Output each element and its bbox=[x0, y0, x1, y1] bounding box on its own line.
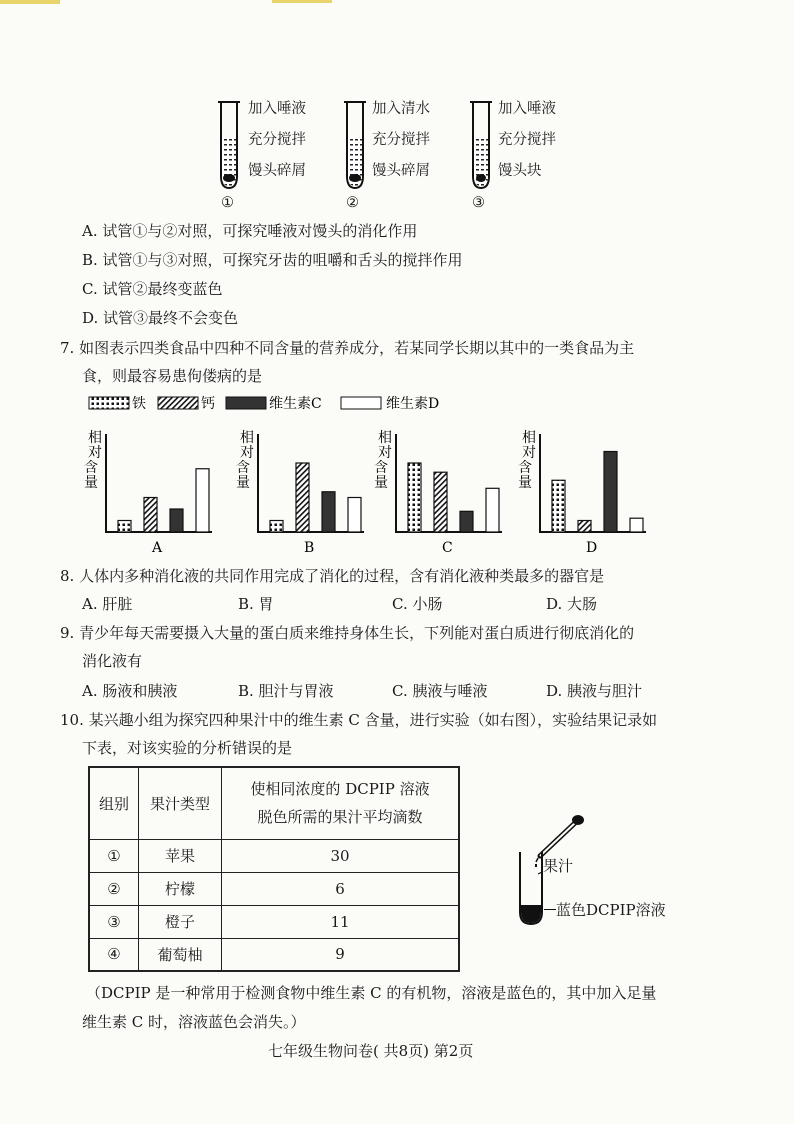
y-axis-label: 含 bbox=[518, 460, 532, 476]
header-drops-line1: 使相同浓度的 DCPIP 溶液 bbox=[250, 780, 430, 799]
tube-1-number: ① bbox=[221, 195, 234, 211]
bar-a-钙 bbox=[144, 498, 157, 533]
y-axis-label: 量 bbox=[236, 475, 250, 491]
cell-group: ① bbox=[89, 839, 139, 872]
y-axis-label: 含 bbox=[236, 460, 250, 476]
header-juice-type: 果汁类型 bbox=[139, 767, 222, 839]
bar-chart-c bbox=[372, 428, 518, 558]
y-axis-label: 相 bbox=[378, 430, 392, 446]
bar-c-维生素C bbox=[460, 511, 473, 532]
bar-chart-d bbox=[516, 428, 662, 558]
bar-a-维生素D bbox=[196, 469, 209, 532]
bar-d-铁 bbox=[552, 480, 565, 532]
legend-swatch-vitamin-d bbox=[341, 397, 381, 409]
tube-3-step-3: 馒头块 bbox=[498, 163, 542, 179]
table-row bbox=[89, 872, 459, 905]
tube-3-number: ③ bbox=[472, 195, 485, 211]
y-axis-label: 含 bbox=[374, 460, 388, 476]
bar-b-钙 bbox=[296, 463, 309, 532]
scan-mark bbox=[0, 0, 60, 4]
panel-label: A bbox=[152, 540, 163, 556]
bar-b-铁 bbox=[270, 521, 283, 533]
tube-1-step-3: 馒头碎屑 bbox=[248, 163, 306, 179]
legend-label-calcium: 钙 bbox=[201, 396, 215, 412]
page-footer: 七年级生物问卷( 共8页) 第2页 bbox=[268, 1042, 474, 1060]
legend-swatch-iron bbox=[89, 397, 129, 409]
bar-c-维生素D bbox=[486, 488, 499, 532]
note-line2: 维生素 C 时，溶液蓝色会消失。） bbox=[82, 1013, 306, 1031]
q8-option-a: A. 肝脏 bbox=[82, 595, 133, 613]
bar-a-铁 bbox=[118, 521, 131, 533]
note-line1: （DCPIP 是一种常用于检测食物中维生素 C 的有机物，溶液是蓝色的，其中加入足量 bbox=[86, 984, 657, 1002]
bar-chart-b bbox=[234, 428, 380, 558]
test-tube-1 bbox=[214, 98, 244, 192]
table-row bbox=[89, 839, 459, 872]
legend-label-iron: 铁 bbox=[132, 396, 146, 412]
legend-swatch-vitamin-c bbox=[226, 397, 266, 409]
y-axis-label: 相 bbox=[522, 430, 536, 446]
cell-group: ④ bbox=[89, 938, 139, 971]
q8-option-b: B. 胃 bbox=[238, 595, 274, 613]
q7-stem-line1: 7. 如图表示四类食品中四种不同含量的营养成分，若某同学长期以其中的一类食品为主 bbox=[60, 339, 635, 357]
y-axis-label: 对 bbox=[240, 445, 254, 461]
bar-d-维生素C bbox=[604, 452, 617, 533]
cell-juice: 柠檬 bbox=[139, 872, 222, 905]
cell-group: ③ bbox=[89, 905, 139, 938]
bar-d-维生素D bbox=[630, 518, 643, 532]
y-axis-label: 量 bbox=[84, 475, 98, 491]
q8-option-d: D. 大肠 bbox=[546, 595, 598, 613]
q6-option-d: D. 试管③最终不会变色 bbox=[82, 309, 239, 327]
scan-mark bbox=[272, 0, 332, 3]
cell-group: ② bbox=[89, 872, 139, 905]
bar-c-铁 bbox=[408, 463, 421, 532]
header-group: 组别 bbox=[89, 767, 139, 839]
cell-juice: 橙子 bbox=[139, 905, 222, 938]
q7-stem-line2: 食，则最容易患佝偻病的是 bbox=[82, 367, 263, 385]
header-drops-line2: 脱色所需的果汁平均滴数 bbox=[257, 808, 423, 827]
q9-option-a: A. 肠液和胰液 bbox=[82, 682, 178, 700]
cell-drops: 11 bbox=[222, 905, 460, 938]
q9-option-c: C. 胰液与唾液 bbox=[392, 682, 488, 700]
bar-d-钙 bbox=[578, 521, 591, 533]
cell-juice: 苹果 bbox=[139, 839, 222, 872]
panel-label: D bbox=[586, 540, 598, 556]
tube-2-step-2: 充分搅拌 bbox=[372, 132, 430, 148]
cell-juice: 葡萄柚 bbox=[139, 938, 222, 971]
panel-label: B bbox=[304, 540, 315, 556]
bar-b-维生素C bbox=[322, 492, 335, 532]
legend-label-vitamin-d: 维生素D bbox=[386, 396, 440, 412]
juice-label: 果汁 bbox=[543, 857, 574, 875]
q10-stem-line2: 下表，对该实验的分析错误的是 bbox=[82, 739, 293, 757]
y-axis-label: 含 bbox=[84, 460, 98, 476]
y-axis-label: 对 bbox=[88, 445, 102, 461]
results-table bbox=[88, 766, 460, 972]
pointer-line bbox=[544, 909, 556, 910]
legend-swatch-calcium bbox=[158, 397, 198, 409]
tube-2-number: ② bbox=[346, 195, 359, 211]
cell-drops: 6 bbox=[222, 872, 460, 905]
tube-1-step-2: 充分搅拌 bbox=[248, 132, 306, 148]
q8-option-c: C. 小肠 bbox=[392, 595, 443, 613]
q10-stem-line1: 10. 某兴趣小组为探究四种果汁中的维生素 C 含量，进行实验（如右图），实验结果记录如 bbox=[60, 711, 658, 729]
legend-label-vitamin-c: 维生素C bbox=[269, 396, 322, 412]
q6-option-a: A. 试管①与②对照，可探究唾液对馒头的消化作用 bbox=[82, 222, 418, 240]
panel-label: C bbox=[442, 540, 453, 556]
cell-drops: 9 bbox=[222, 938, 460, 971]
solution-label: 蓝色DCPIP溶液 bbox=[556, 901, 666, 919]
q9-option-b: B. 胆汁与胃液 bbox=[238, 682, 334, 700]
q9-option-d: D. 胰液与胆汁 bbox=[546, 682, 643, 700]
test-tube-2 bbox=[340, 98, 370, 192]
y-axis-label: 对 bbox=[522, 445, 536, 461]
table-row bbox=[89, 905, 459, 938]
test-tube-3 bbox=[466, 98, 496, 192]
bar-b-维生素D bbox=[348, 498, 361, 533]
table-header-row bbox=[89, 767, 459, 839]
tube-1-step-1: 加入唾液 bbox=[248, 101, 306, 117]
bar-chart-a bbox=[82, 428, 228, 558]
q8-stem: 8. 人体内多种消化液的共同作用完成了消化的过程，含有消化液种类最多的器官是 bbox=[60, 567, 605, 585]
y-axis-label: 量 bbox=[374, 475, 388, 491]
tube-3-step-2: 充分搅拌 bbox=[498, 132, 556, 148]
bar-c-钙 bbox=[434, 472, 447, 532]
y-axis-label: 相 bbox=[240, 430, 254, 446]
bar-a-维生素C bbox=[170, 509, 183, 532]
tube-2-step-1: 加入清水 bbox=[372, 101, 430, 117]
q6-option-c: C. 试管②最终变蓝色 bbox=[82, 280, 223, 298]
table-row bbox=[89, 938, 459, 971]
y-axis-label: 对 bbox=[378, 445, 392, 461]
chart-legend bbox=[86, 392, 486, 416]
tube-2-step-3: 馒头碎屑 bbox=[372, 163, 430, 179]
y-axis-label: 相 bbox=[88, 430, 102, 446]
tube-3-step-1: 加入唾液 bbox=[498, 101, 556, 117]
cell-drops: 30 bbox=[222, 839, 460, 872]
q9-stem-line2: 消化液有 bbox=[82, 652, 143, 670]
q9-stem-line1: 9. 青少年每天需要摄入大量的蛋白质来维持身体生长，下列能对蛋白质进行彻底消化的 bbox=[60, 624, 635, 642]
q6-option-b: B. 试管①与③对照，可探究牙齿的咀嚼和舌头的搅拌作用 bbox=[82, 251, 463, 269]
header-drops bbox=[222, 767, 460, 839]
y-axis-label: 量 bbox=[518, 475, 532, 491]
test-tube-icon bbox=[520, 852, 542, 924]
